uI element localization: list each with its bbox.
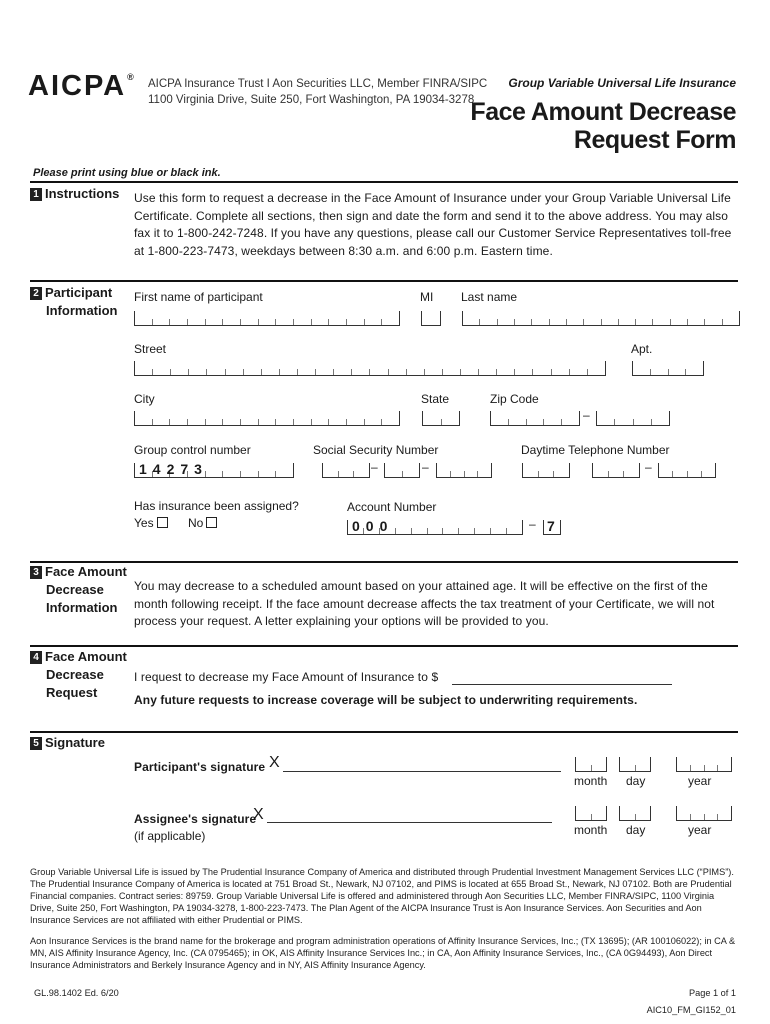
account-number-label: Account Number	[347, 500, 437, 514]
section-1-label: 1 Instructions	[30, 185, 119, 203]
address-line-2: 1100 Virginia Drive, Suite 250, Fort Washington, PA 19034-3278	[148, 94, 475, 106]
zip-label: Zip Code	[490, 392, 539, 406]
phone-prefix-field[interactable]	[592, 463, 640, 478]
section-5-label: 5 Signature	[30, 734, 105, 752]
product-name: Group Variable Universal Life Insurance	[508, 76, 736, 90]
disclosure-paragraph-1: Group Variable Universal Life is issued by The Prudential Insurance Company of America and distributed through Prudential Investment Management Services LLC (“PIMS”). The Prudential Insurance Company of America is located at 751 Broad St., Newark, NJ 07102, and PIMS is located at 655 Broad St., Newark, NJ 07102. Both are Prudential Financial companies. Contract series: 89759. Group Variable Universal Life is offered and administered through Aon Securities LLC, Member FINRA/SIPC, 1100 Virginia Drive, Suite 250, Fort Washington, PA 19034-3278, 1-800-223-7473. The Plan Agent of the AICPA Insurance Trust is Aon Insurance Services. Aon Securities and Aon Insurance Services are not affiliated with either Prudential or PIMS.	[30, 867, 734, 925]
assignee-x-mark: X	[253, 806, 264, 823]
assignee-month-field[interactable]	[575, 806, 607, 821]
section-3-label: 3 Face Amount Decrease Information	[30, 563, 127, 617]
form-title: Face Amount Decrease Request Form	[470, 98, 736, 154]
participant-signature-line[interactable]	[283, 757, 561, 772]
ssn-dash-2: –	[422, 460, 429, 474]
assigned-no-checkbox[interactable]	[206, 517, 217, 528]
group-control-value: 14273	[139, 461, 208, 477]
participant-signature-label: Participant's signature	[134, 760, 266, 774]
ssn-dash-1: –	[371, 460, 378, 474]
assigned-yes-checkbox[interactable]	[157, 517, 168, 528]
assignee-signature-line[interactable]	[267, 808, 552, 823]
phone-area-field[interactable]	[522, 463, 570, 478]
mi-label: MI	[420, 290, 434, 304]
zip-plus4-field[interactable]	[596, 411, 670, 426]
state-field[interactable]	[422, 411, 460, 426]
assignee-year-field[interactable]	[676, 806, 732, 821]
account-prefix-value: 000	[352, 518, 394, 534]
assigned-yes: Yes	[134, 516, 168, 530]
street-field[interactable]	[134, 361, 606, 376]
instructions-text: Use this form to request a decrease in the Face Amount of Insurance under your Group Variable Universal Life Certificate. Complete all sections, then sign and date the form and send it to the above address. You may also fax it to 1-800-242-7248. If you have any questions, please call our Customer Service Representatives toll-free at 1-800-223-7473, weekdays between 8:30 a.m. and 6:00 p.m. Eastern time.	[134, 191, 732, 258]
city-label: City	[134, 392, 155, 406]
city-field[interactable]	[134, 411, 400, 426]
last-name-field[interactable]	[462, 311, 740, 326]
assigned-no: No	[188, 516, 217, 530]
apt-field[interactable]	[632, 361, 704, 376]
phone-line-field[interactable]	[658, 463, 716, 478]
phone-dash: –	[645, 460, 652, 474]
section-2-label: 2 Participant Information	[30, 284, 118, 320]
face-amount-input[interactable]	[452, 670, 672, 685]
ssn-part1-field[interactable]	[322, 463, 370, 478]
group-control-label: Group control number	[134, 443, 251, 457]
underwriting-warning: Any future requests to increase coverage will be subject to underwriting requirements.	[134, 693, 638, 707]
mailing-address	[148, 76, 487, 108]
aicpa-logo: AICPA®	[28, 70, 136, 102]
form-code: GL.98.1402 Ed. 6/20	[34, 988, 119, 998]
assignee-day-label: day	[626, 823, 646, 837]
mi-field[interactable]	[421, 311, 441, 326]
participant-day-label: day	[626, 774, 646, 788]
account-suffix-value: 7	[547, 518, 561, 534]
section-divider	[30, 280, 738, 282]
section-divider	[30, 561, 738, 563]
section-divider	[30, 181, 738, 183]
assignee-year-label: year	[688, 823, 712, 837]
participant-day-field[interactable]	[619, 757, 651, 772]
ssn-part3-field[interactable]	[436, 463, 492, 478]
state-label: State	[421, 392, 450, 406]
ssn-label: Social Security Number	[313, 443, 439, 457]
zip-field[interactable]	[490, 411, 580, 426]
document-id: AIC10_FM_GI152_01	[646, 1005, 736, 1015]
disclosure-paragraph-2: Aon Insurance Services is the brand name for the brokerage and program administration operations of Affinity Insurance Services, Inc.; (TX 13695); (AR 100106022); in CA & MN, AIS Affinity Insurance Agency, Inc. (CA 0795465); in OK, AIS Affinity Insurance Services Inc.; in CA, Aon Affinity Insurance Services, Inc., (CA 0G94493), Aon Direct Insurance Administrators and Berkely Insurance Agency and in NY, AIS Affinity Insurance Agency.	[30, 936, 736, 970]
participant-year-label: year	[688, 774, 712, 788]
section-4-label: 4 Face Amount Decrease Request	[30, 648, 127, 702]
section-divider	[30, 645, 738, 647]
first-name-field[interactable]	[134, 311, 400, 326]
address-line-1: AICPA Insurance Trust I Aon Securities LLC, Member FINRA/SIPC	[148, 78, 488, 90]
assigned-question: Has insurance been assigned?	[134, 499, 299, 513]
decrease-request-text: I request to decrease my Face Amount of Insurance to $	[134, 670, 439, 684]
last-name-label: Last name	[461, 290, 518, 304]
participant-month-label: month	[574, 774, 608, 788]
assignee-signature-label: Assignee's signature	[134, 812, 257, 826]
account-dash: –	[529, 517, 536, 531]
participant-x-mark: X	[269, 754, 280, 771]
first-name-label: First name of participant	[134, 290, 263, 304]
phone-label: Daytime Telephone Number	[521, 443, 670, 457]
assignee-month-label: month	[574, 823, 608, 837]
decrease-info-text: You may decrease to a scheduled amount based on your attained age. It will be effective on the first of the month following receipt. If the face amount decrease affects the tax treatment of your Certificate, we will not process your request. A letter explaining your options will be provided to you.	[134, 579, 715, 628]
assignee-day-field[interactable]	[619, 806, 651, 821]
section-divider	[30, 731, 738, 733]
ssn-part2-field[interactable]	[384, 463, 420, 478]
participant-year-field[interactable]	[676, 757, 732, 772]
if-applicable-note: (if applicable)	[134, 829, 206, 843]
print-note: Please print using blue or black ink.	[33, 167, 221, 179]
apt-label: Apt.	[631, 342, 653, 356]
street-label: Street	[134, 342, 167, 356]
zip-dash: –	[583, 408, 590, 422]
participant-month-field[interactable]	[575, 757, 607, 772]
page-number: Page 1 of 1	[689, 988, 736, 998]
